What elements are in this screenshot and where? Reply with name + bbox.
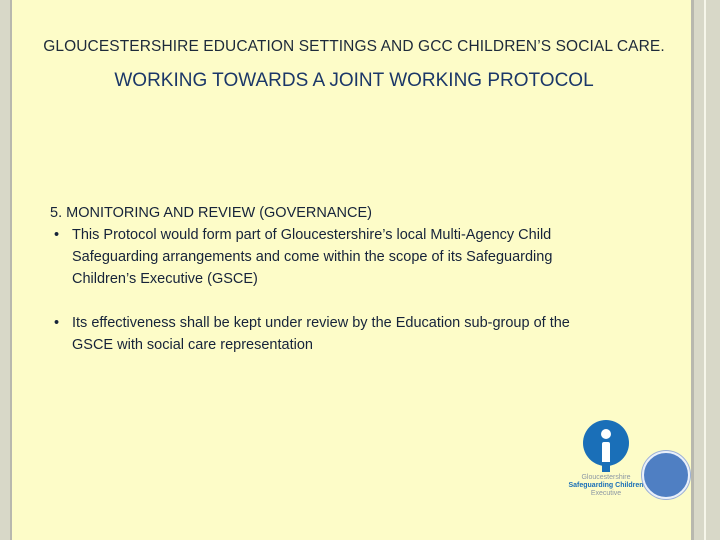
slide-frame-left bbox=[0, 0, 12, 540]
slide-subtitle: WORKING TOWARDS A JOINT WORKING PROTOCOL bbox=[114, 70, 594, 91]
logo-line-1: Gloucestershire bbox=[581, 474, 631, 481]
slide-frame-right bbox=[691, 0, 720, 540]
bullet-text: Its effectiveness shall be kept under review by the Education sub-group of the GSCE with social care representation bbox=[72, 315, 570, 353]
logo-text bbox=[566, 474, 646, 498]
logo-line-2: Safeguarding Children bbox=[568, 482, 644, 489]
logo-line-3: Executive bbox=[590, 490, 622, 497]
bullet-item bbox=[50, 312, 610, 356]
slide-title: GLOUCESTERSHIRE EDUCATION SETTINGS AND GCC CHILDREN’S SOCIAL CARE. bbox=[43, 38, 665, 55]
corner-decoration-circle bbox=[642, 451, 690, 499]
bullet-icon: • bbox=[54, 315, 60, 331]
slide-content bbox=[50, 202, 610, 356]
bullet-item bbox=[50, 224, 610, 290]
section-heading: 5. MONITORING AND REVIEW (GOVERNANCE) bbox=[50, 205, 372, 221]
bullet-text: This Protocol would form part of Gloucestershire’s local Multi-Agency Child Safeguarding arrangements and come within the scope of its Safeguarding Children’s Executive (GSCE) bbox=[72, 227, 553, 287]
bullet-icon: • bbox=[54, 227, 60, 243]
